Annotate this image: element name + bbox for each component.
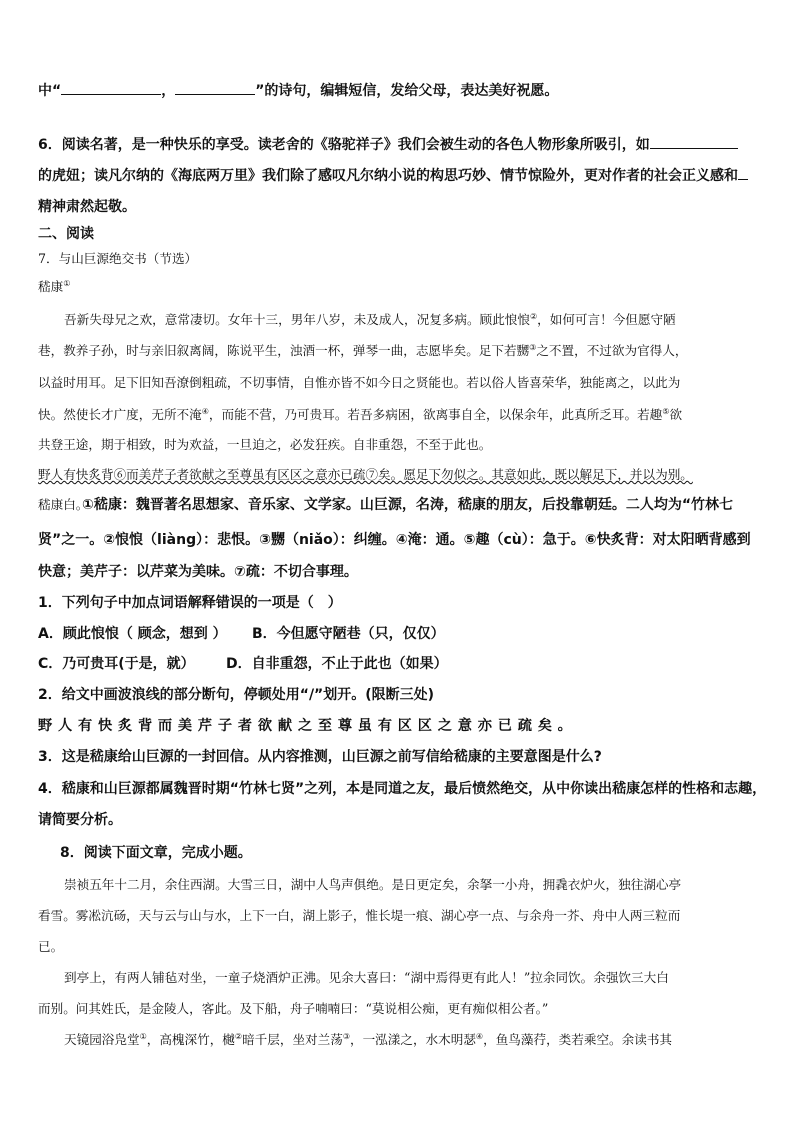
q6-line-2: 的虎妞；读凡尔纳的《海底两万里》我们除了感叹凡尔纳小说的构思巧妙、情节惊险外，更对作者的社会正义感和 [38, 165, 748, 186]
answer-blank[interactable] [738, 165, 748, 180]
passage-line: 崇祯五年十二月，余住西湖。大雪三日，湖中人鸟声俱绝。是日更定矣，余拏一小舟，拥毳衣炉火，独往湖心亭 [64, 877, 682, 892]
answer-blank[interactable] [650, 134, 738, 149]
question-4-line-1: 4．嵇康和山巨源都属魏晋时期“竹林七贤”之列，本是同道之友，最后愤然绝交，从中你读出嵇康怎样的性格和志趣， [38, 781, 767, 797]
option-d[interactable]: D．自非重怨，不止于此也（如果） [226, 656, 448, 672]
option-c[interactable]: C．乃可贵耳(于是，就） [38, 656, 195, 672]
q5-continuation: 中“ ， ”的诗句，编辑短信，发给父母，表达美好祝愿。 [38, 80, 558, 101]
passage-line: 看雪。雾凇沆砀，天与云与山与水，上下一白，湖上影子，惟长堤一痕、湖心亭一点、与余舟一芥、舟中人两三粒而 [38, 908, 681, 923]
passage-line: 共登王途，期于相致，时为欢益，一旦迫之，必发狂疾。自非重怨，不至于此也。 [38, 437, 492, 452]
q7-title: 7．与山巨源绝交书（节选） [38, 251, 198, 266]
option-b[interactable]: B．今但愿守陋巷（只，仅仅） [252, 626, 445, 642]
passage-line: 巷，教养子孙，时与亲旧叙离阔，陈说平生，浊酒一杯，弹琴一曲，志愿毕矣。足下若嬲③之不置，不过欲为官得人， [38, 342, 688, 358]
q8-title: 8．阅读下面文章，完成小题。 [60, 845, 252, 861]
q7-author: 嵇康① [38, 278, 71, 294]
question-2: 2．给文中画波浪线的部分断句，停顿处用“/”划开。(限断三处) [38, 687, 435, 703]
section-heading: 二、阅读 [38, 226, 94, 242]
answer-blank[interactable] [175, 80, 255, 95]
passage-line: 以益时用耳。足下旧知吾潦倒粗疏，不切事情，自惟亦皆不如今日之贤能也。若以俗人皆喜荣华，独能离之，以此为 [38, 375, 681, 390]
q6-line-1: 6．阅读名著，是一种快乐的享受。读老舍的《骆驼祥子》我们会被生动的各色人物形象所吸引，如 [38, 134, 738, 155]
passage-line: 已。 [38, 939, 64, 954]
question-3: 3．这是嵇康给山巨源的一封回信。从内容推测，山巨源之前写信给嵇康的主要意图是什么? [38, 749, 602, 765]
question-2-text: 野人有快炙背而美芹子者欲献之至尊虽有区区之意亦已疏矣。 [38, 718, 578, 734]
notes-line-3: 快意；美芹子：以芹菜为美味。⑦疏：不切合事理。 [38, 564, 358, 580]
passage-line-wavy: 野人有快炙背⑥而美芹子者欲献之至尊虽有区区之意亦已疏⑦矣。愿足下勿似之。其意如此，既以解足下，并以为别。 [38, 467, 693, 482]
passage-line: 吾新失母兄之欢，意常凄切。女年十三，男年八岁，未及成人，况复多病。顾此悢悢②，如何可言！今但愿守陋 [64, 311, 676, 327]
passage-line: 嵇康白。 [38, 497, 89, 512]
option-a[interactable]: A．顾此悢悢（ 顾念，想到 ） [38, 626, 227, 642]
question-1: 1．下列句子中加点词语解释错误的一项是（ ） [38, 595, 342, 611]
q6-line-3: 精神肃然起敬。 [38, 199, 136, 215]
question-4-line-2: 请简要分析。 [38, 812, 122, 828]
notes-line-1: ①嵇康：魏晋著名思想家、音乐家、文学家。山巨源，名涛，嵇康的朋友，后投靠朝廷。二人均为“竹林七 [82, 497, 734, 513]
passage-line: 快。然使长才广度，无所不淹④，而能不营，乃可贵耳。若吾多病困，欲离事自全，以保余年，此真所乏耳。若趣⑤欲 [38, 406, 683, 422]
passage-line: 天镜园浴凫堂①，高槐深竹，樾②暗千层，坐对兰荡③，一泓漾之，水木明瑟④，鱼鸟藻荇，类若乘空。余读书其 [64, 1031, 672, 1047]
passage-line: 而别。问其姓氏，是金陵人，客此。及下船，舟子喃喃曰：“莫说相公痴，更有痴似相公者。” [38, 1001, 549, 1016]
answer-blank[interactable] [61, 80, 161, 95]
notes-line-2: 贤”之一。②悢悢（liàng）：悲恨。③嬲（niǎo）：纠缠。④淹：通。⑤趣（cù）：急于。⑥快炙背：对太阳晒背感到 [38, 532, 751, 548]
passage-line: 到亭上，有两人铺毡对坐，一童子烧酒炉正沸。见余大喜曰：“湖中焉得更有此人！”拉余同饮。余强饮三大白 [64, 970, 669, 985]
